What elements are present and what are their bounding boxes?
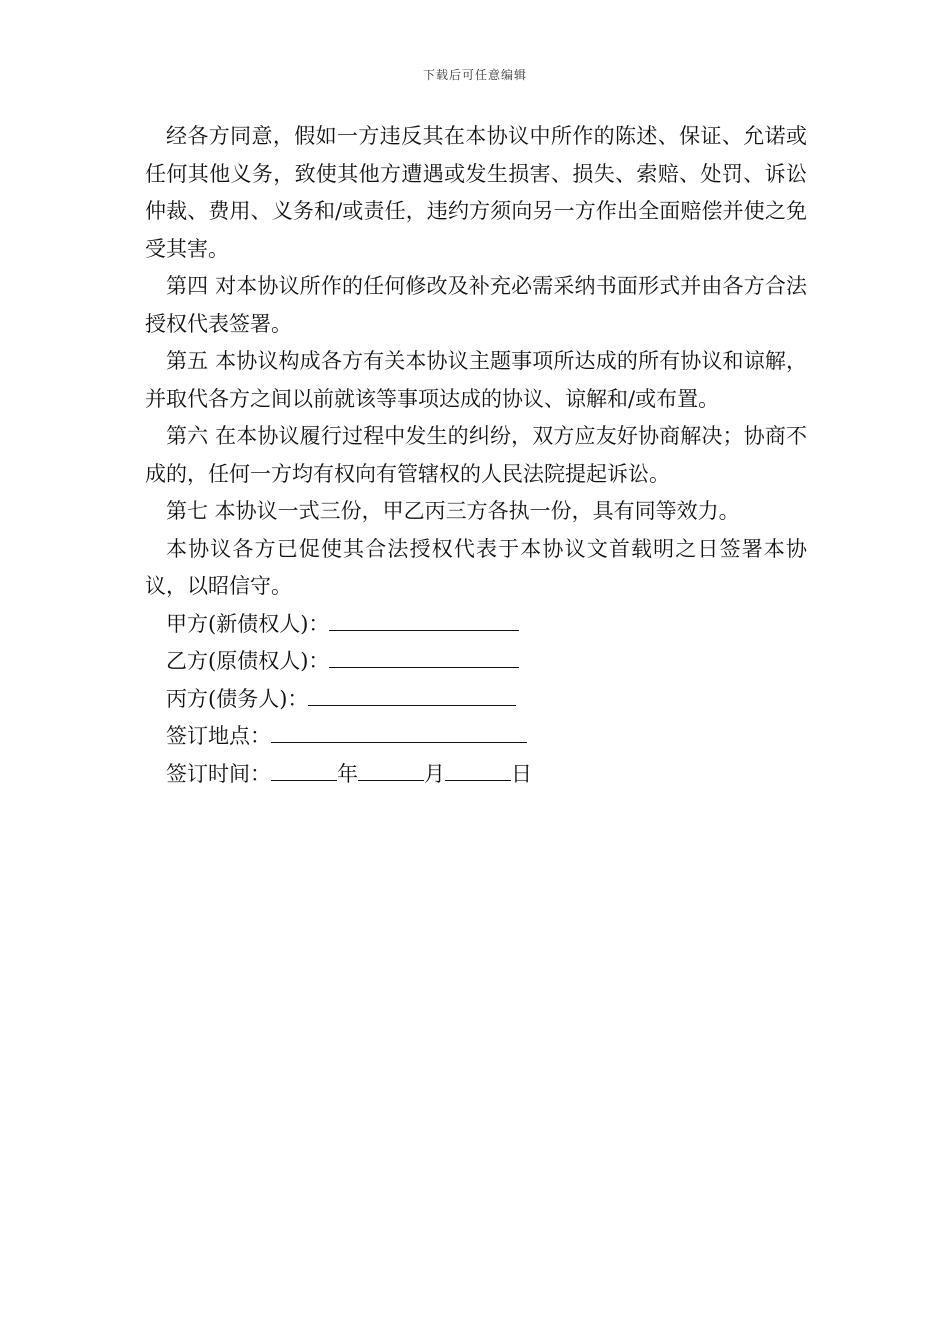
signature-party-a — [145, 606, 807, 644]
agreement-body — [145, 118, 807, 793]
signature-party-a-label: 甲方(新债权人)： — [166, 611, 330, 636]
signing-time-label: 签订时间： — [166, 761, 271, 786]
paragraph-article-5: 第五 本协议构成各方有关本协议主题事项所达成的所有协议和谅解，并取代各方之间以前就该等事项达成的协议、谅解和/或布置。 — [145, 349, 807, 411]
signing-day-label: 日 — [511, 761, 532, 786]
signature-party-b-label: 乙方(原债权人)： — [166, 649, 330, 673]
paragraph-article-4: 第四 对本协议所作的任何修改及补充必需采纳书面形式并由各方合法授权代表签署。 — [145, 274, 807, 336]
signing-month-blank — [358, 758, 424, 781]
signature-party-c — [145, 681, 807, 719]
signing-year-blank — [271, 758, 337, 781]
signing-year-label: 年 — [337, 761, 358, 786]
paragraph-article-6: 第六 在本协议履行过程中发生的纠纷，双方应友好协商解决；协商不成的，任何一方均有权向有管辖权的人民法院提起诉讼。 — [145, 424, 807, 486]
signing-place — [145, 718, 807, 756]
signing-month-label: 月 — [424, 761, 445, 786]
signing-place-label: 签订地点： — [166, 724, 271, 748]
signing-place-blank — [271, 720, 527, 743]
paragraph-execution: 本协议各方已促使其合法授权代表于本协议文首载明之日签署本协议，以昭信守。 — [145, 536, 807, 598]
signature-party-a-blank — [329, 608, 519, 631]
signing-time — [145, 756, 807, 794]
paragraph-article-7: 第七 本协议一式三份，甲乙丙三方各执一份，具有同等效力。 — [166, 499, 740, 523]
signature-party-b — [145, 643, 807, 681]
header-note: 下载后可任意编辑 — [422, 68, 527, 82]
paragraph-breach-compensation: 经各方同意，假如一方违反其在本协议中所作的陈述、保证、允诺或任何其他义务，致使其他方遭遇或发生损害、损失、索赔、处罚、诉讼仲裁、费用、义务和/或责任，违约方须向另一方作出全面赔偿并使之免受其害。 — [145, 124, 807, 261]
signature-party-c-label: 丙方(债务人)： — [166, 686, 309, 711]
signature-party-c-blank — [308, 683, 516, 706]
signing-day-blank — [445, 758, 511, 781]
signature-party-b-blank — [329, 645, 519, 668]
